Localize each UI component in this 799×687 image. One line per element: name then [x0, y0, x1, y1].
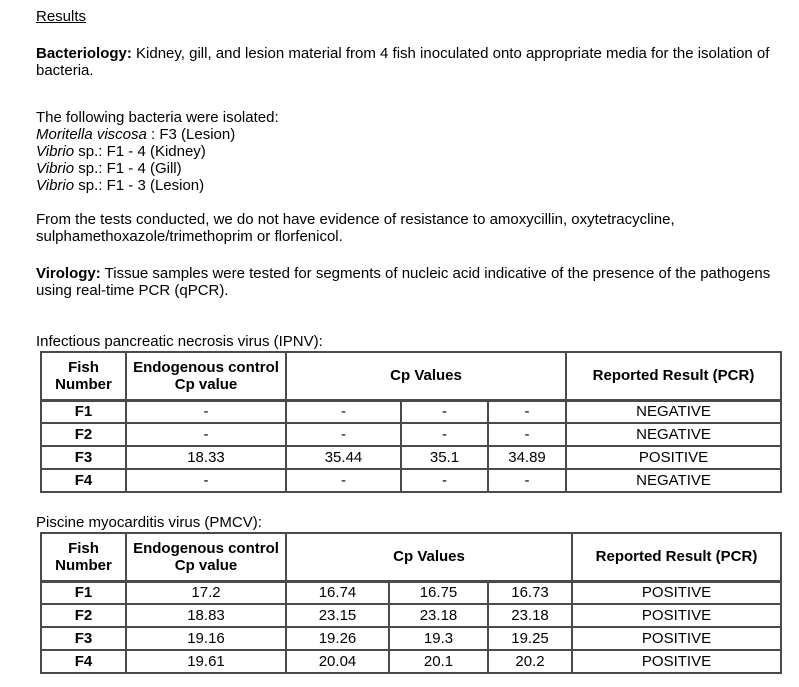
isolate-line — [36, 126, 771, 143]
cp-value-cell: 19.26 — [286, 627, 389, 650]
cp-value-cell: - — [286, 400, 401, 423]
col-header-fish-number: Fish Number — [41, 533, 126, 581]
resistance-paragraph: From the tests conducted, we do not have evidence of resistance to amoxycillin, oxytetracycline, sulphamethoxazole/trimethoprim or florfenicol. — [36, 211, 675, 245]
isolate-species: Vibrio — [36, 160, 75, 177]
reported-result-cell: NEGATIVE — [566, 400, 781, 423]
reported-result-cell: POSITIVE — [566, 446, 781, 469]
table-row — [41, 423, 781, 446]
col-header-fish-number: Fish Number — [41, 352, 126, 400]
fish-number-cell: F2 — [41, 423, 126, 446]
col-header-endogenous-cp: Endogenous control Cp value — [126, 352, 286, 400]
cp-value-cell: - — [401, 469, 488, 492]
pmcv-caption: Piscine myocarditis virus (PMCV): — [36, 514, 262, 531]
fish-number-cell: F2 — [41, 604, 126, 627]
bacteriology-label: Bacteriology: — [36, 45, 132, 62]
virology-text: Tissue samples were tested for segments of nucleic acid indicative of the presence of the pathogens using real-time PCR (qPCR). — [36, 265, 771, 299]
col-header-cp-values: Cp Values — [286, 533, 572, 581]
table-row — [41, 581, 781, 604]
ipnv-table — [40, 351, 782, 493]
cp-value-cell: - — [286, 423, 401, 446]
fish-number-cell: F1 — [41, 581, 126, 604]
cp-value-cell: 23.15 — [286, 604, 389, 627]
table-row — [41, 400, 781, 423]
isolate-line — [36, 160, 771, 177]
fish-number-cell: F4 — [41, 650, 126, 673]
endogenous-cp-cell: 18.83 — [126, 604, 286, 627]
endogenous-cp-cell: - — [126, 469, 286, 492]
page-title: Results — [36, 8, 87, 25]
isolation-block — [36, 109, 771, 194]
table-row — [41, 650, 781, 673]
endogenous-cp-cell: - — [126, 423, 286, 446]
cp-value-cell: 35.44 — [286, 446, 401, 469]
isolate-details: : F3 (Lesion) — [146, 126, 236, 143]
endogenous-cp-cell: 19.61 — [126, 650, 286, 673]
isolate-species: Vibrio — [36, 143, 75, 160]
bacteriology-paragraph — [36, 45, 771, 79]
reported-result-cell: POSITIVE — [572, 650, 781, 673]
table-row — [41, 604, 781, 627]
isolate-details: sp.: F1 - 4 (Kidney) — [74, 143, 206, 160]
pmcv-table — [40, 532, 782, 674]
reported-result-cell: POSITIVE — [572, 627, 781, 650]
endogenous-cp-cell: 19.16 — [126, 627, 286, 650]
pmcv-header-row — [41, 533, 781, 581]
endogenous-cp-cell: 18.33 — [126, 446, 286, 469]
cp-value-cell: - — [488, 400, 566, 423]
fish-number-cell: F3 — [41, 627, 126, 650]
cp-value-cell: 23.18 — [488, 604, 572, 627]
cp-value-cell: 16.73 — [488, 581, 572, 604]
cp-value-cell: 16.75 — [389, 581, 488, 604]
cp-value-cell: 19.25 — [488, 627, 572, 650]
isolate-line — [36, 143, 771, 160]
virology-paragraph — [36, 265, 771, 299]
cp-value-cell: 19.3 — [389, 627, 488, 650]
col-header-reported-result: Reported Result (PCR) — [566, 352, 781, 400]
cp-value-cell: 20.2 — [488, 650, 572, 673]
reported-result-cell: POSITIVE — [572, 581, 781, 604]
cp-value-cell: - — [488, 469, 566, 492]
cp-value-cell: 20.1 — [389, 650, 488, 673]
cp-value-cell: - — [286, 469, 401, 492]
isolate-species: Moritella viscosa — [36, 126, 147, 143]
table-row — [41, 469, 781, 492]
table-row — [41, 446, 781, 469]
isolate-line — [36, 177, 771, 194]
cp-value-cell: - — [401, 400, 488, 423]
fish-number-cell: F3 — [41, 446, 126, 469]
endogenous-cp-cell: - — [126, 400, 286, 423]
bacteriology-text: Kidney, gill, and lesion material from 4 fish inoculated onto appropriate media for the isolation of bacteria. — [36, 45, 770, 79]
cp-value-cell: - — [488, 423, 566, 446]
cp-value-cell: 16.74 — [286, 581, 389, 604]
endogenous-cp-cell: 17.2 — [126, 581, 286, 604]
cp-value-cell: 23.18 — [389, 604, 488, 627]
virology-label: Virology: — [36, 265, 101, 282]
ipnv-caption: Infectious pancreatic necrosis virus (IPNV): — [36, 333, 323, 350]
reported-result-cell: NEGATIVE — [566, 469, 781, 492]
isolate-details: sp.: F1 - 4 (Gill) — [74, 160, 182, 177]
col-header-endogenous-cp: Endogenous control Cp value — [126, 533, 286, 581]
isolate-species: Vibrio — [36, 177, 75, 194]
isolation-intro: The following bacteria were isolated: — [36, 109, 279, 126]
cp-value-cell: - — [401, 423, 488, 446]
reported-result-cell: NEGATIVE — [566, 423, 781, 446]
table-row — [41, 627, 781, 650]
fish-number-cell: F1 — [41, 400, 126, 423]
cp-value-cell: 20.04 — [286, 650, 389, 673]
reported-result-cell: POSITIVE — [572, 604, 781, 627]
cp-value-cell: 34.89 — [488, 446, 566, 469]
ipnv-header-row — [41, 352, 781, 400]
col-header-reported-result: Reported Result (PCR) — [572, 533, 781, 581]
col-header-cp-values: Cp Values — [286, 352, 566, 400]
isolate-details: sp.: F1 - 3 (Lesion) — [74, 177, 205, 194]
fish-number-cell: F4 — [41, 469, 126, 492]
cp-value-cell: 35.1 — [401, 446, 488, 469]
